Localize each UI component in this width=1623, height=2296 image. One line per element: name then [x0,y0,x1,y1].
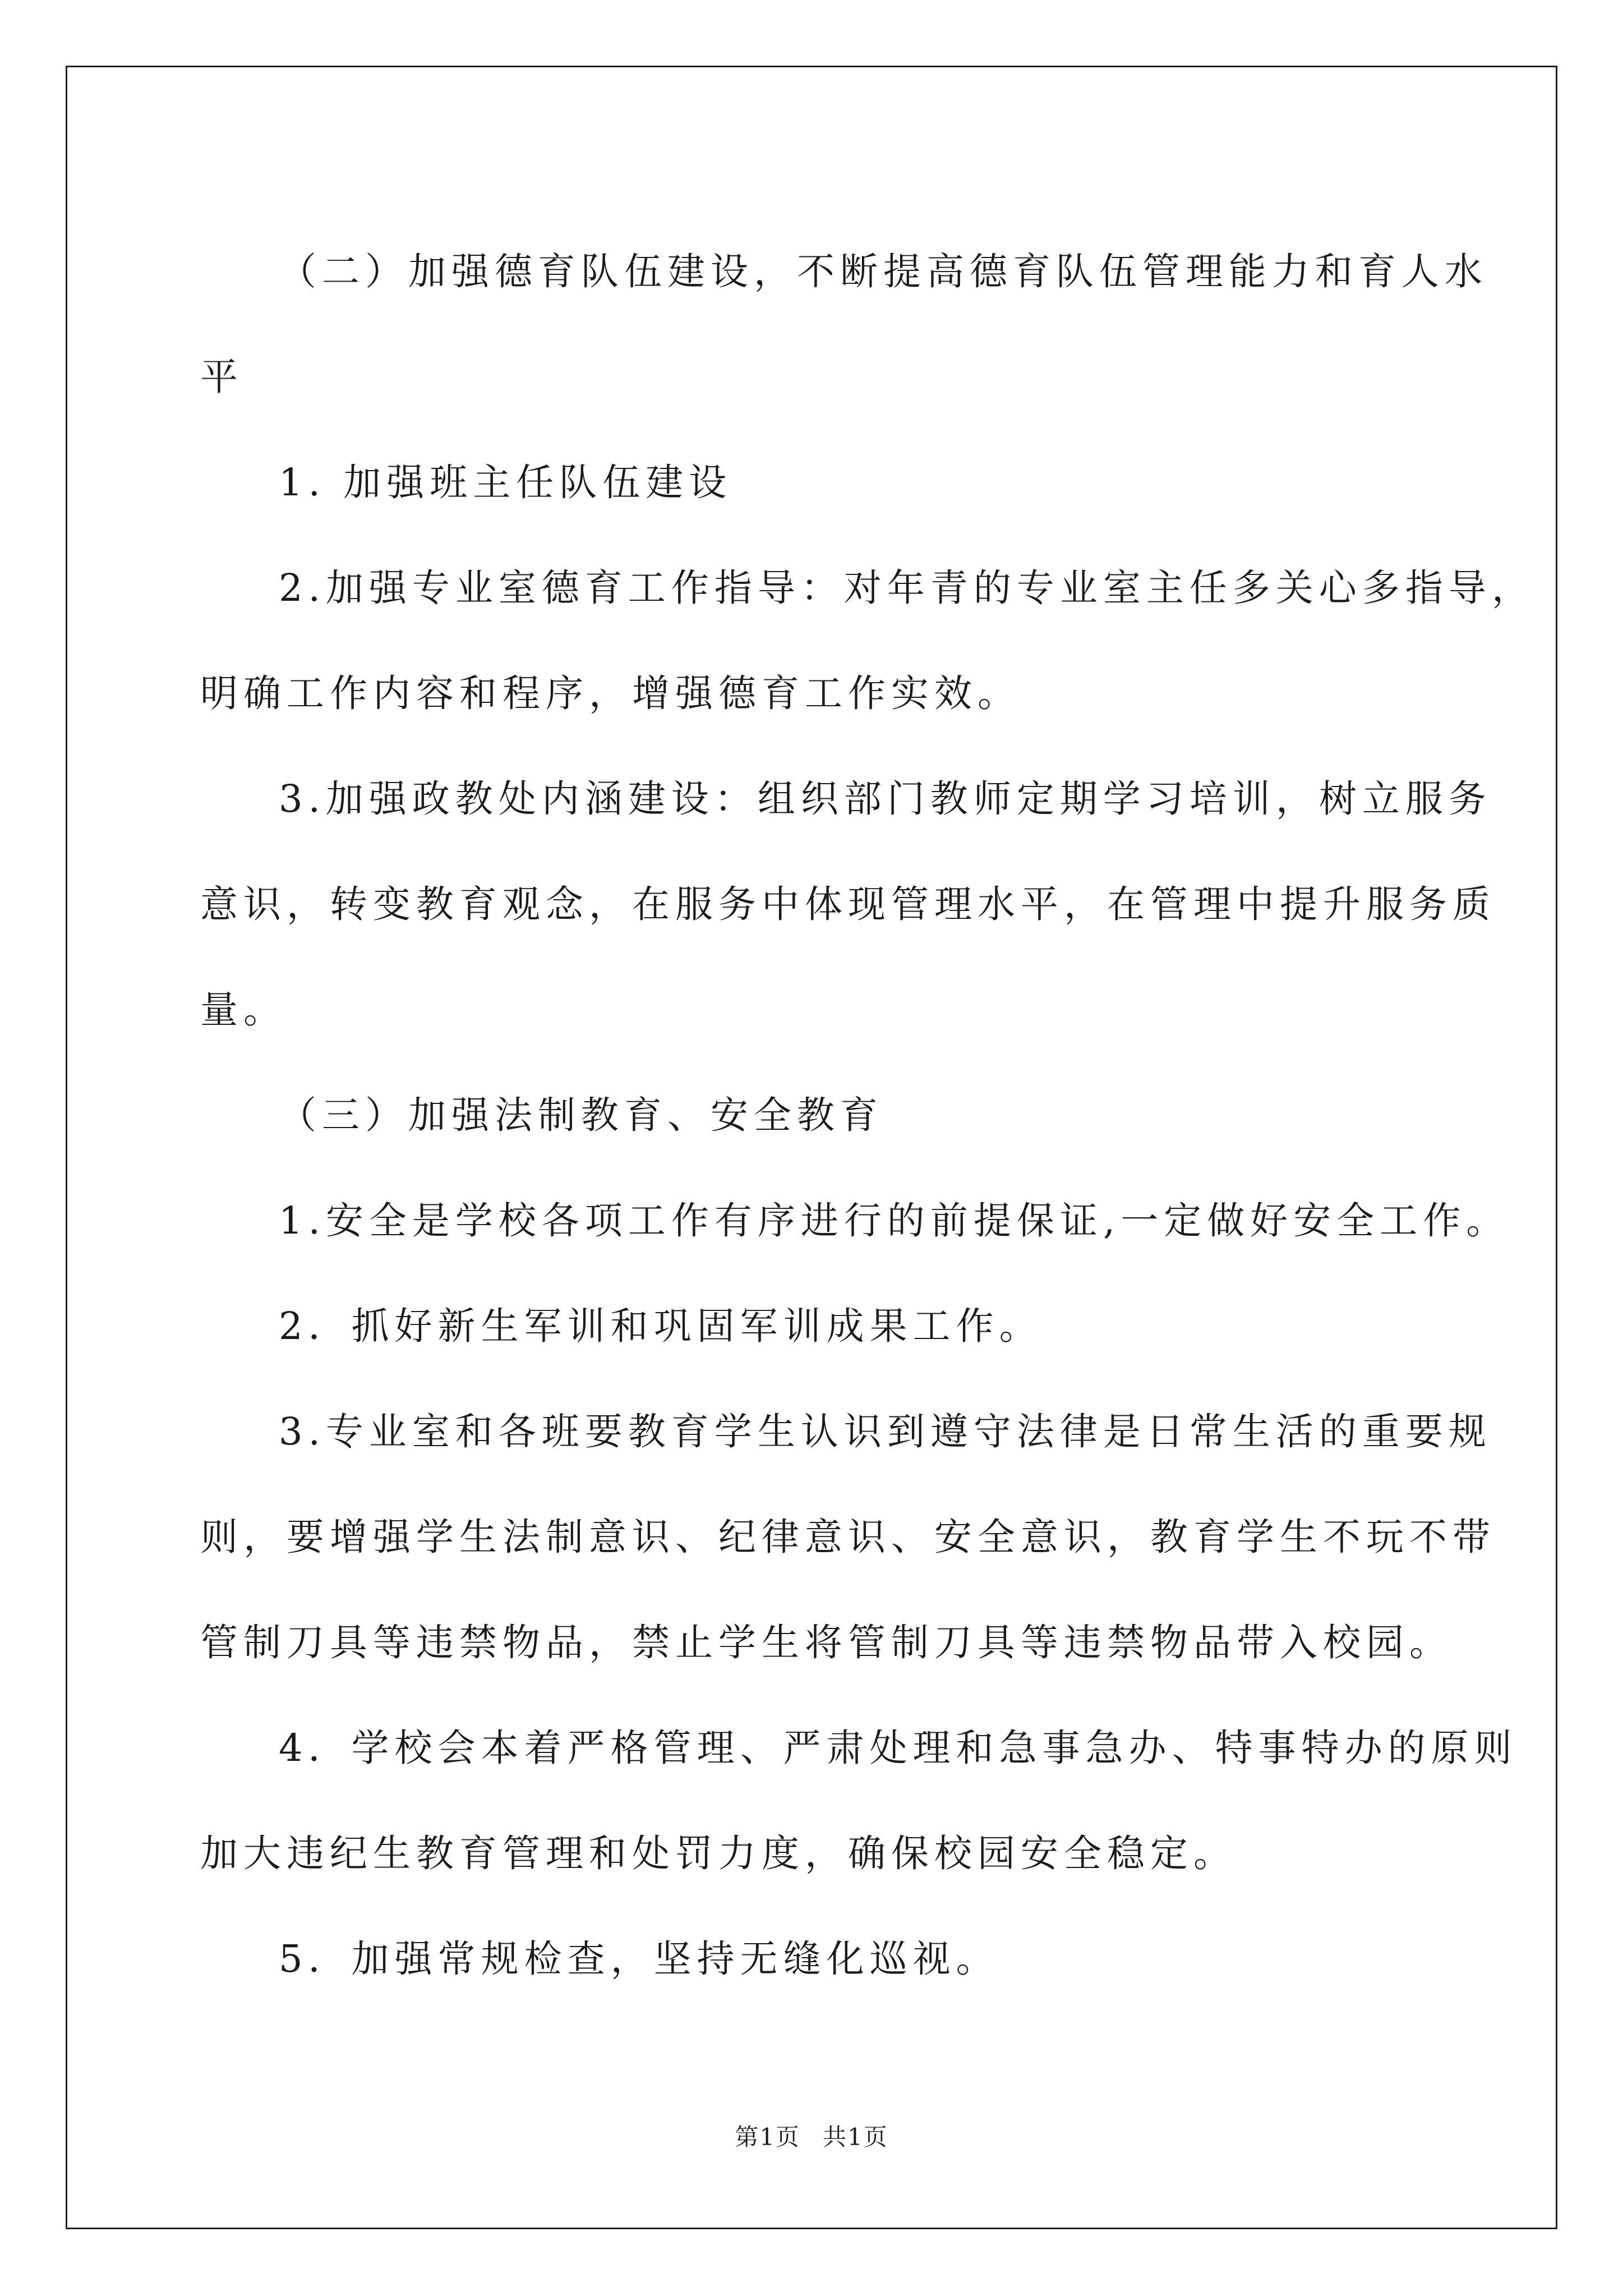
heading-section-2: （二）加强德育队伍建设，不断提高德育队伍管理能力和育人水 [279,250,1488,293]
item-3-5: 5．加强常规检查，坚持无缝化巡视。 [279,1937,999,1981]
item-3-1: 1.安全是学校各项工作有序进行的前提保证,一定做好安全工作。 [279,1199,1510,1243]
item-3-3: 3.专业室和各班要教育学生认识到遵守法律是日常生活的重要规 [279,1410,1492,1453]
page-number-current: 第1页 [735,2123,800,2151]
page-number-total: 共1页 [823,2123,888,2151]
item-3-4: 4．学校会本着严格管理、严肃处理和急事急办、特事特办的原则 [279,1726,1518,1770]
item-3-3-continued-2: 管制刀具等违禁物品，禁止学生将管制刀具等违禁物品带入校园。 [200,1621,1453,1664]
item-3-4-continued: 加大违纪生教育管理和处罚力度，确保校园安全稳定。 [200,1832,1237,1875]
page-footer [0,2120,1623,2154]
item-3-3-continued-1: 则，要增强学生法制意识、纪律意识、安全意识，教育学生不玩不带 [200,1515,1496,1559]
item-2-3-continued-2: 量。 [200,988,287,1032]
item-2-2-continued: 明确工作内容和程序，增强德育工作实效。 [200,671,1021,715]
item-2-3-continued-1: 意识，转变教育观念，在服务中体现管理水平，在管理中提升服务质 [200,882,1496,926]
item-2-1: 1. 加强班主任队伍建设 [279,461,732,504]
item-2-3: 3.加强政教处内涵建设：组织部门教师定期学习培训，树立服务 [279,777,1492,821]
item-3-2: 2．抓好新生军训和巩固军训成果工作。 [279,1304,1043,1348]
item-2-2: 2.加强专业室德育工作指导：对年青的专业室主任多关心多指导， [279,566,1535,610]
heading-section-3: （三）加强法制教育、安全教育 [279,1093,883,1137]
heading-section-2-continued: 平 [200,355,243,399]
document-body [200,219,1535,2012]
